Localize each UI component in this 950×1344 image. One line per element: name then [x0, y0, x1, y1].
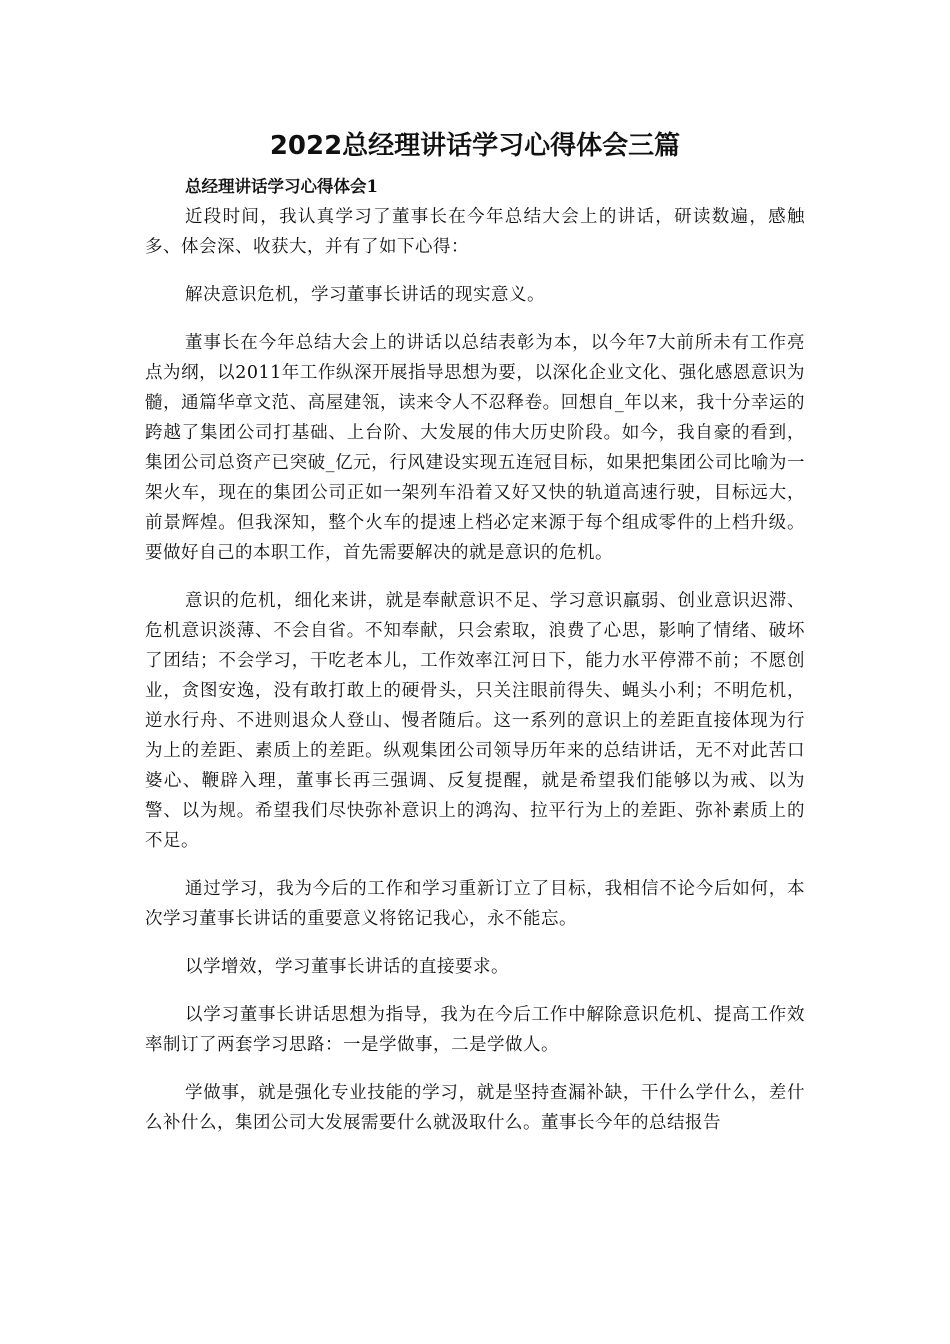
section-heading: 总经理讲话学习心得体会1 [185, 177, 378, 196]
paragraph-awareness-crisis: 意识的危机，细化来讲，就是奉献意识不足、学习意识羸弱、创业意识迟滞、危机意识淡薄、不会自省。不知奉献，只会索取，浪费了心思，影响了情绪、破坏了团结；不会学习，干吃老本儿，工作效率江河日下，能力水平停滞不前；不愿创业，贪图安逸，没有敢打敢上的硬骨头，只关注眼前得失、蝇头小利；不明危机，逆水行舟、不进则退众人登山、慢者随后。这一系列的意识上的差距直接体现为行为上的差距、素质上的差距。纵观集团公司领导历年来的总结讲话，无不对此苦口婆心、鞭辟入理，董事长再三强调、反复提醒，就是希望我们能够以为戒、以为警、以为规。希望我们尽快弥补意识上的鸿沟、拉平行为上的差距、弥补素质上的不足。 [145, 591, 805, 851]
paragraph-new-goals: 通过学习，我为今后的工作和学习重新订立了目标，我相信不论今后如何，本次学习董事长讲话的重要意义将铭记我心，永不能忘。 [145, 879, 805, 929]
paragraph-study-plan: 以学习董事长讲话思想为指导，我为在今后工作中解除意识危机、提高工作效率制订了两套学习思路：一是学做事，二是学做人。 [145, 1005, 805, 1055]
paragraph-intro: 近段时间，我认真学习了董事长在今年总结大会上的讲话，研读数遍，感触多、体会深、收获大，并有了如下心得： [145, 207, 805, 257]
paragraph-learn-work: 学做事，就是强化专业技能的学习，就是坚持查漏补缺，干什么学什么，差什么补什么，集团公司大发展需要什么就汲取什么。董事长今年的总结报告 [145, 1083, 805, 1133]
paragraph-heading-significance: 解决意识危机，学习董事长讲话的现实意义。 [185, 285, 545, 305]
paragraph-heading-efficiency: 以学增效，学习董事长讲话的直接要求。 [185, 957, 509, 977]
paragraph-speech-summary: 董事长在今年总结大会上的讲话以总结表彰为本，以今年7大前所未有工作亮点为纲，以2011年工作纵深开展指导思想为要，以深化企业文化、强化感恩意识为髓，通篇华章文范、高屋建瓴，读来令人不忍释卷。回想自_年以来，我十分幸运的跨越了集团公司打基础、上台阶、大发展的伟大历史阶段。如今，我自豪的看到，集团公司总资产已突破_亿元，行风建设实现五连冠目标，如果把集团公司比喻为一架火车，现在的集团公司正如一架列车沿着又好又快的轨道高速行驶，目标远大，前景辉煌。但我深知，整个火车的提速上档必定来源于每个组成零件的上档升级。要做好自己的本职工作，首先需要解决的就是意识的危机。 [145, 333, 805, 563]
document-body [145, 172, 805, 1156]
document-title: 2022总经理讲话学习心得体会三篇 [269, 131, 681, 161]
